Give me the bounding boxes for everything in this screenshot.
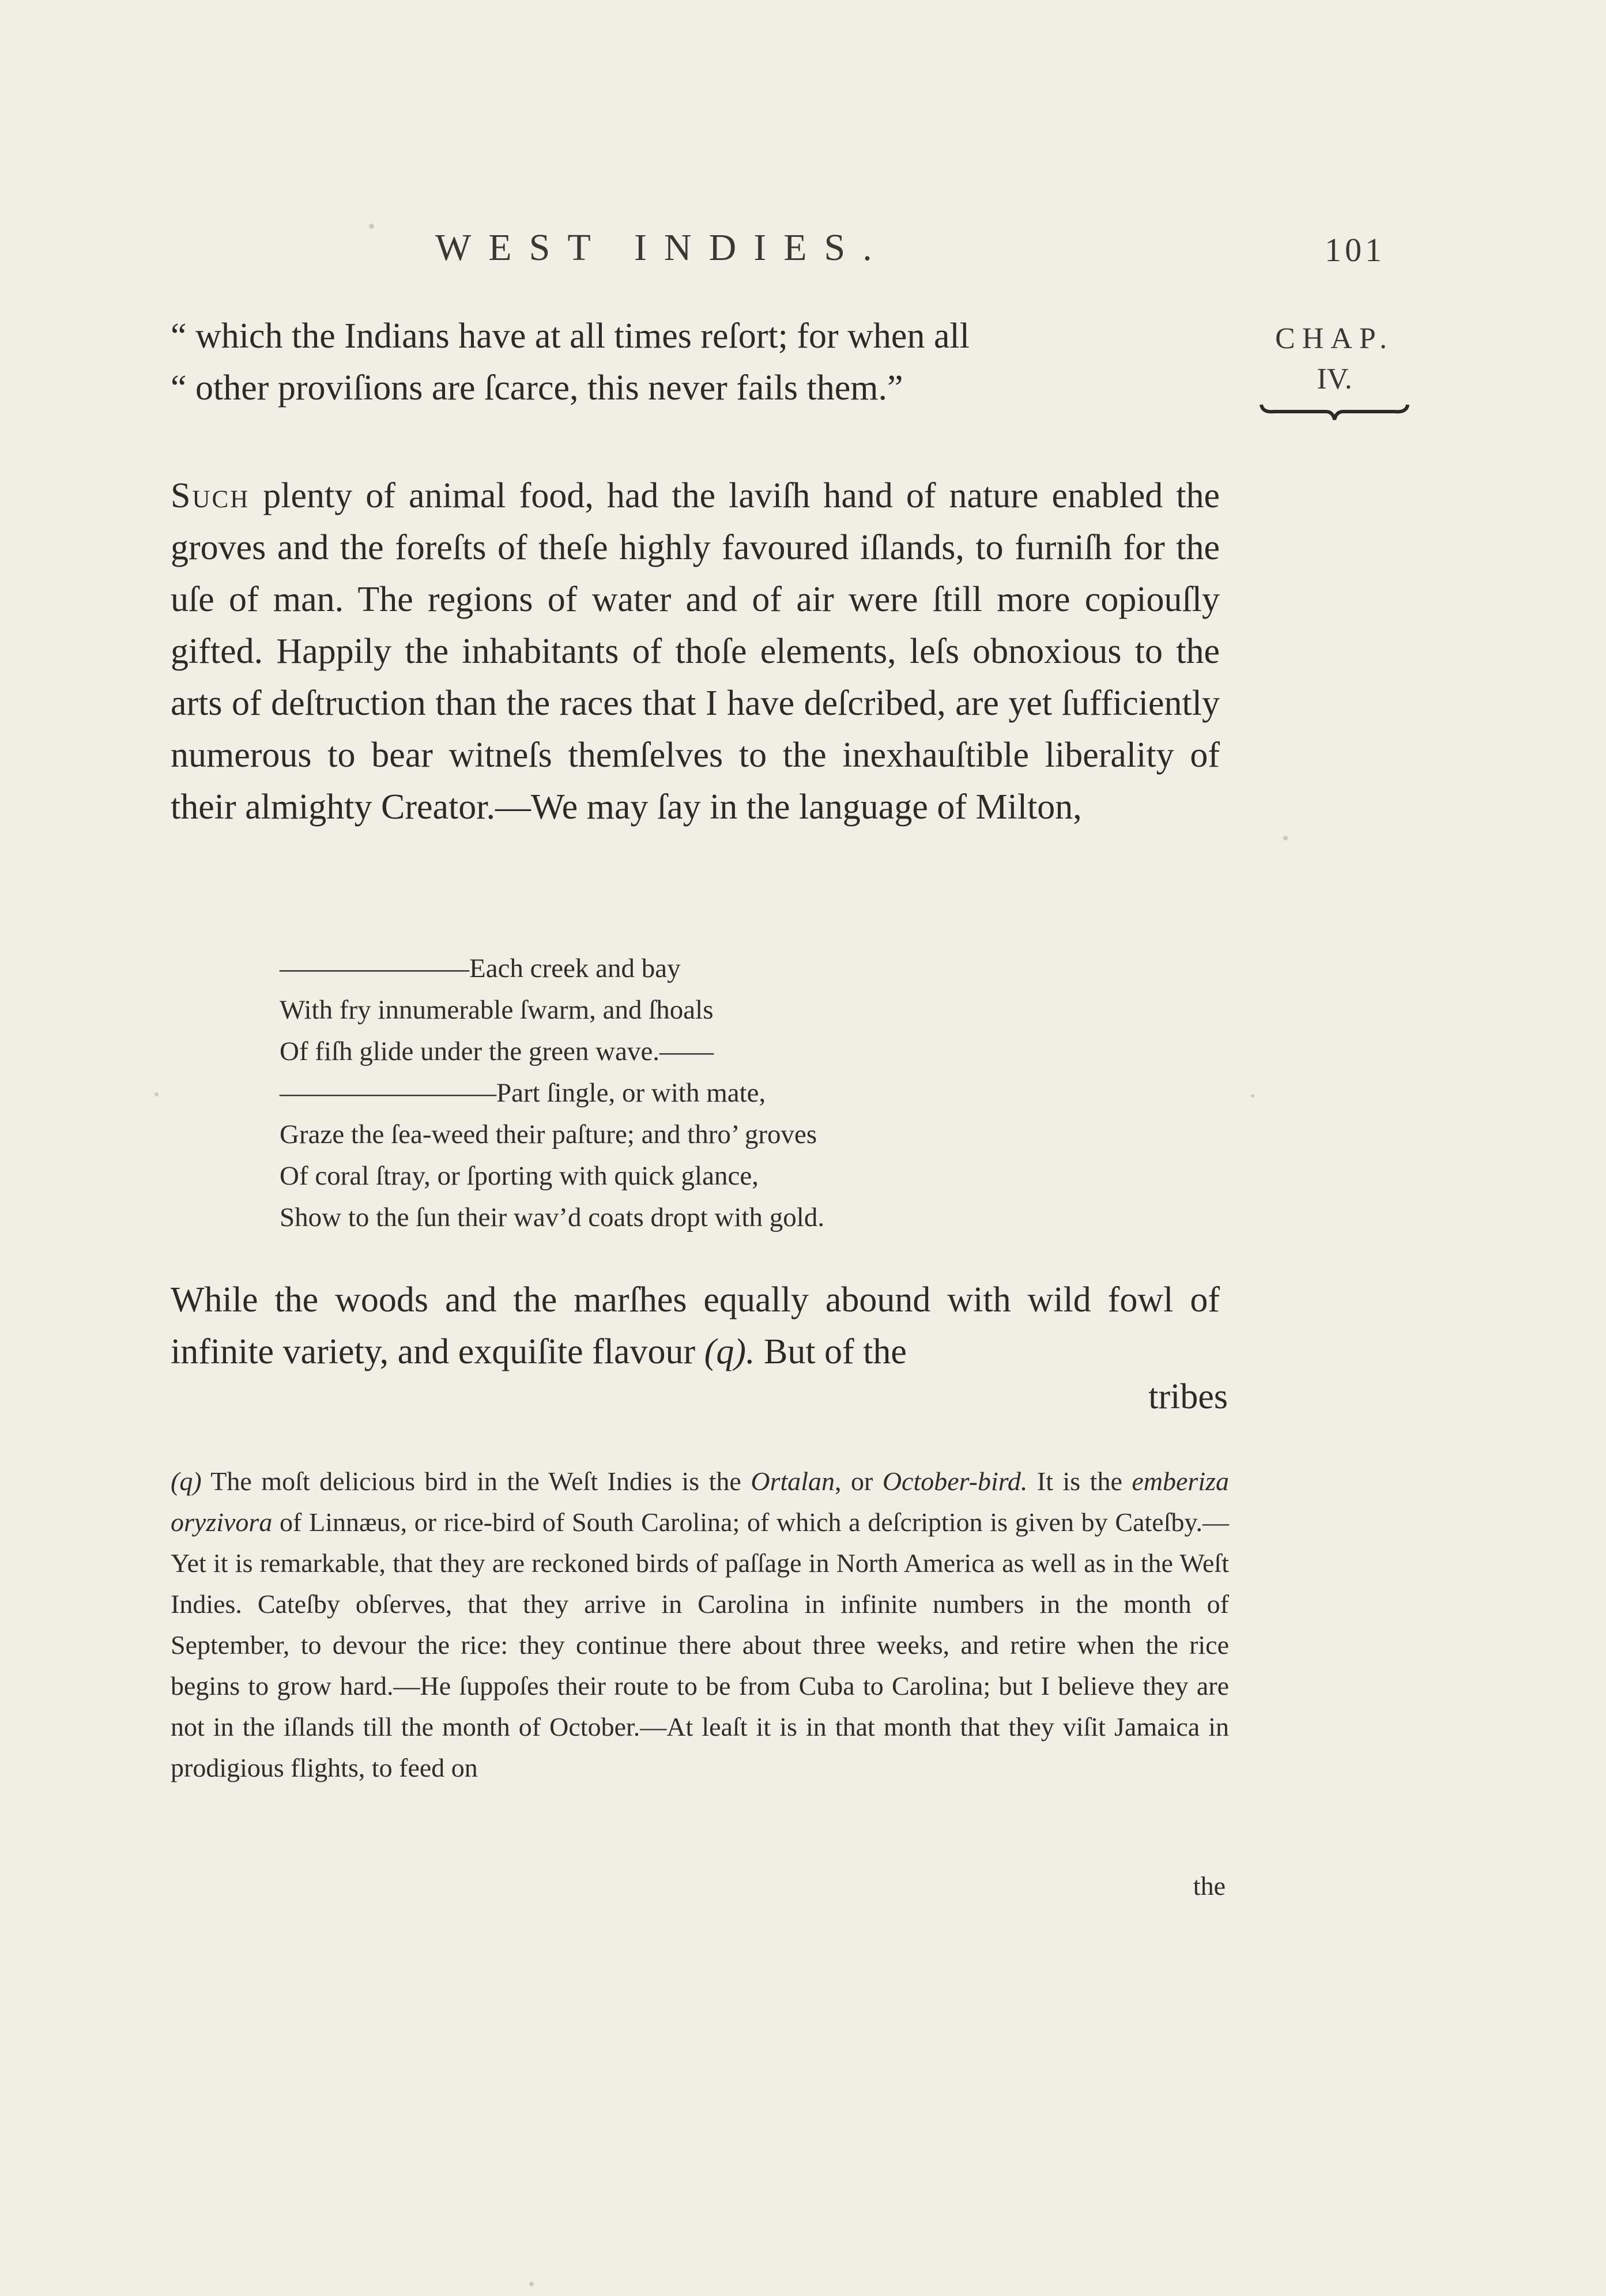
verse-line: ———————Each creek and bay xyxy=(280,953,681,983)
footnote-catchword: the xyxy=(1193,1871,1226,1901)
foxing-spot xyxy=(1251,1094,1254,1098)
footnote-mark: (q) xyxy=(171,1466,202,1496)
foxing-spot xyxy=(1283,836,1288,840)
footnote-text: The moſt delicious bird in the Weſt Indies is the xyxy=(201,1466,751,1496)
quote-line: “ other proviſions are ſcarce, this never fails them.” xyxy=(171,368,903,408)
footnote-text: It is the xyxy=(1027,1466,1132,1496)
quote-line: “ which the Indians have at all times reſort; for when all xyxy=(171,316,970,356)
paragraph-wild-fowl xyxy=(171,1274,1220,1378)
footnote-italic: Ortalan xyxy=(751,1466,835,1496)
running-title: WEST INDIES. xyxy=(435,227,889,269)
quote-continuation xyxy=(171,310,1220,414)
foxing-spot xyxy=(529,2282,534,2286)
verse-line: Of coral ſtray, or ſporting with quick glance, xyxy=(280,1161,759,1191)
page-number: 101 xyxy=(1325,231,1385,269)
milton-verse-quote xyxy=(280,948,971,1238)
footnote-reference: (q). xyxy=(704,1332,755,1371)
chapter-number: IV. xyxy=(1317,363,1352,395)
verse-line: With fry innumerable ſwarm, and ſhoals xyxy=(280,995,714,1025)
verse-line: Of fiſh glide under the green wave.—— xyxy=(280,1036,714,1066)
footnote-text: , or xyxy=(835,1466,883,1496)
paragraph-text: While the woods and the marſhes equally abound with wild fowl of infinite variety, and exquiſite flavour xyxy=(171,1280,1220,1371)
verse-line: Graze the ſea-weed their paſture; and thro’ groves xyxy=(280,1119,817,1149)
paragraph-text: But of the xyxy=(755,1332,907,1371)
foxing-spot xyxy=(154,1092,159,1096)
paragraph-animal-food xyxy=(171,470,1220,833)
paragraph-text: plenty of animal food, had the laviſh hand of nature enabled the groves and the foreſts of theſe highly favoured iſlands, to furniſh for the uſe of man. The regions of water and of air were ſtill more copiouſly gifted. Happily the inhabitants of thoſe elements, leſs obnoxious to the arts of deſtruction than the races that I have deſcribed, are yet ſufficiently numerous to bear witneſs themſelves to the inexhauſtible liberality of their almighty Creator.—We may ſay in the language of Milton, xyxy=(171,476,1220,827)
footnote-text: of Linnæus, or rice-bird of South Carolina; of which a deſcription is given by Cateſby.—Yet it is remarkable, that they are reckoned birds of paſſage in North America as well as in the Weſt Indies. Cateſby obſerves, that they arrive in Carolina in infinite numbers in the month of September, to devour the rice: they continue there about three weeks, and retire when the rice begins to grow hard.—He ſuppoſes their route to be from Cuba to Carolina; but I believe they are not in the iſlands till the month of October.—At leaſt it is in that month that they viſit Jamaica in prodigious flights, to feed on xyxy=(171,1507,1229,1782)
footnote-italic: emberiza oryzivora xyxy=(171,1466,1229,1537)
verse-line: ————————Part ſingle, or with mate, xyxy=(280,1078,766,1108)
brace-ornament-icon xyxy=(1257,400,1412,423)
foxing-spot xyxy=(369,224,374,229)
footnote-q xyxy=(171,1461,1229,1788)
footnote-italic: October-bird. xyxy=(882,1466,1028,1496)
chapter-margin-note xyxy=(1257,316,1412,423)
paragraph-lead-word: Such xyxy=(171,476,250,515)
verse-line: Show to the ſun their wav’d coats dropt with gold. xyxy=(280,1202,825,1232)
chapter-label: CHAP. xyxy=(1275,322,1394,355)
catchword: tribes xyxy=(1148,1377,1228,1416)
